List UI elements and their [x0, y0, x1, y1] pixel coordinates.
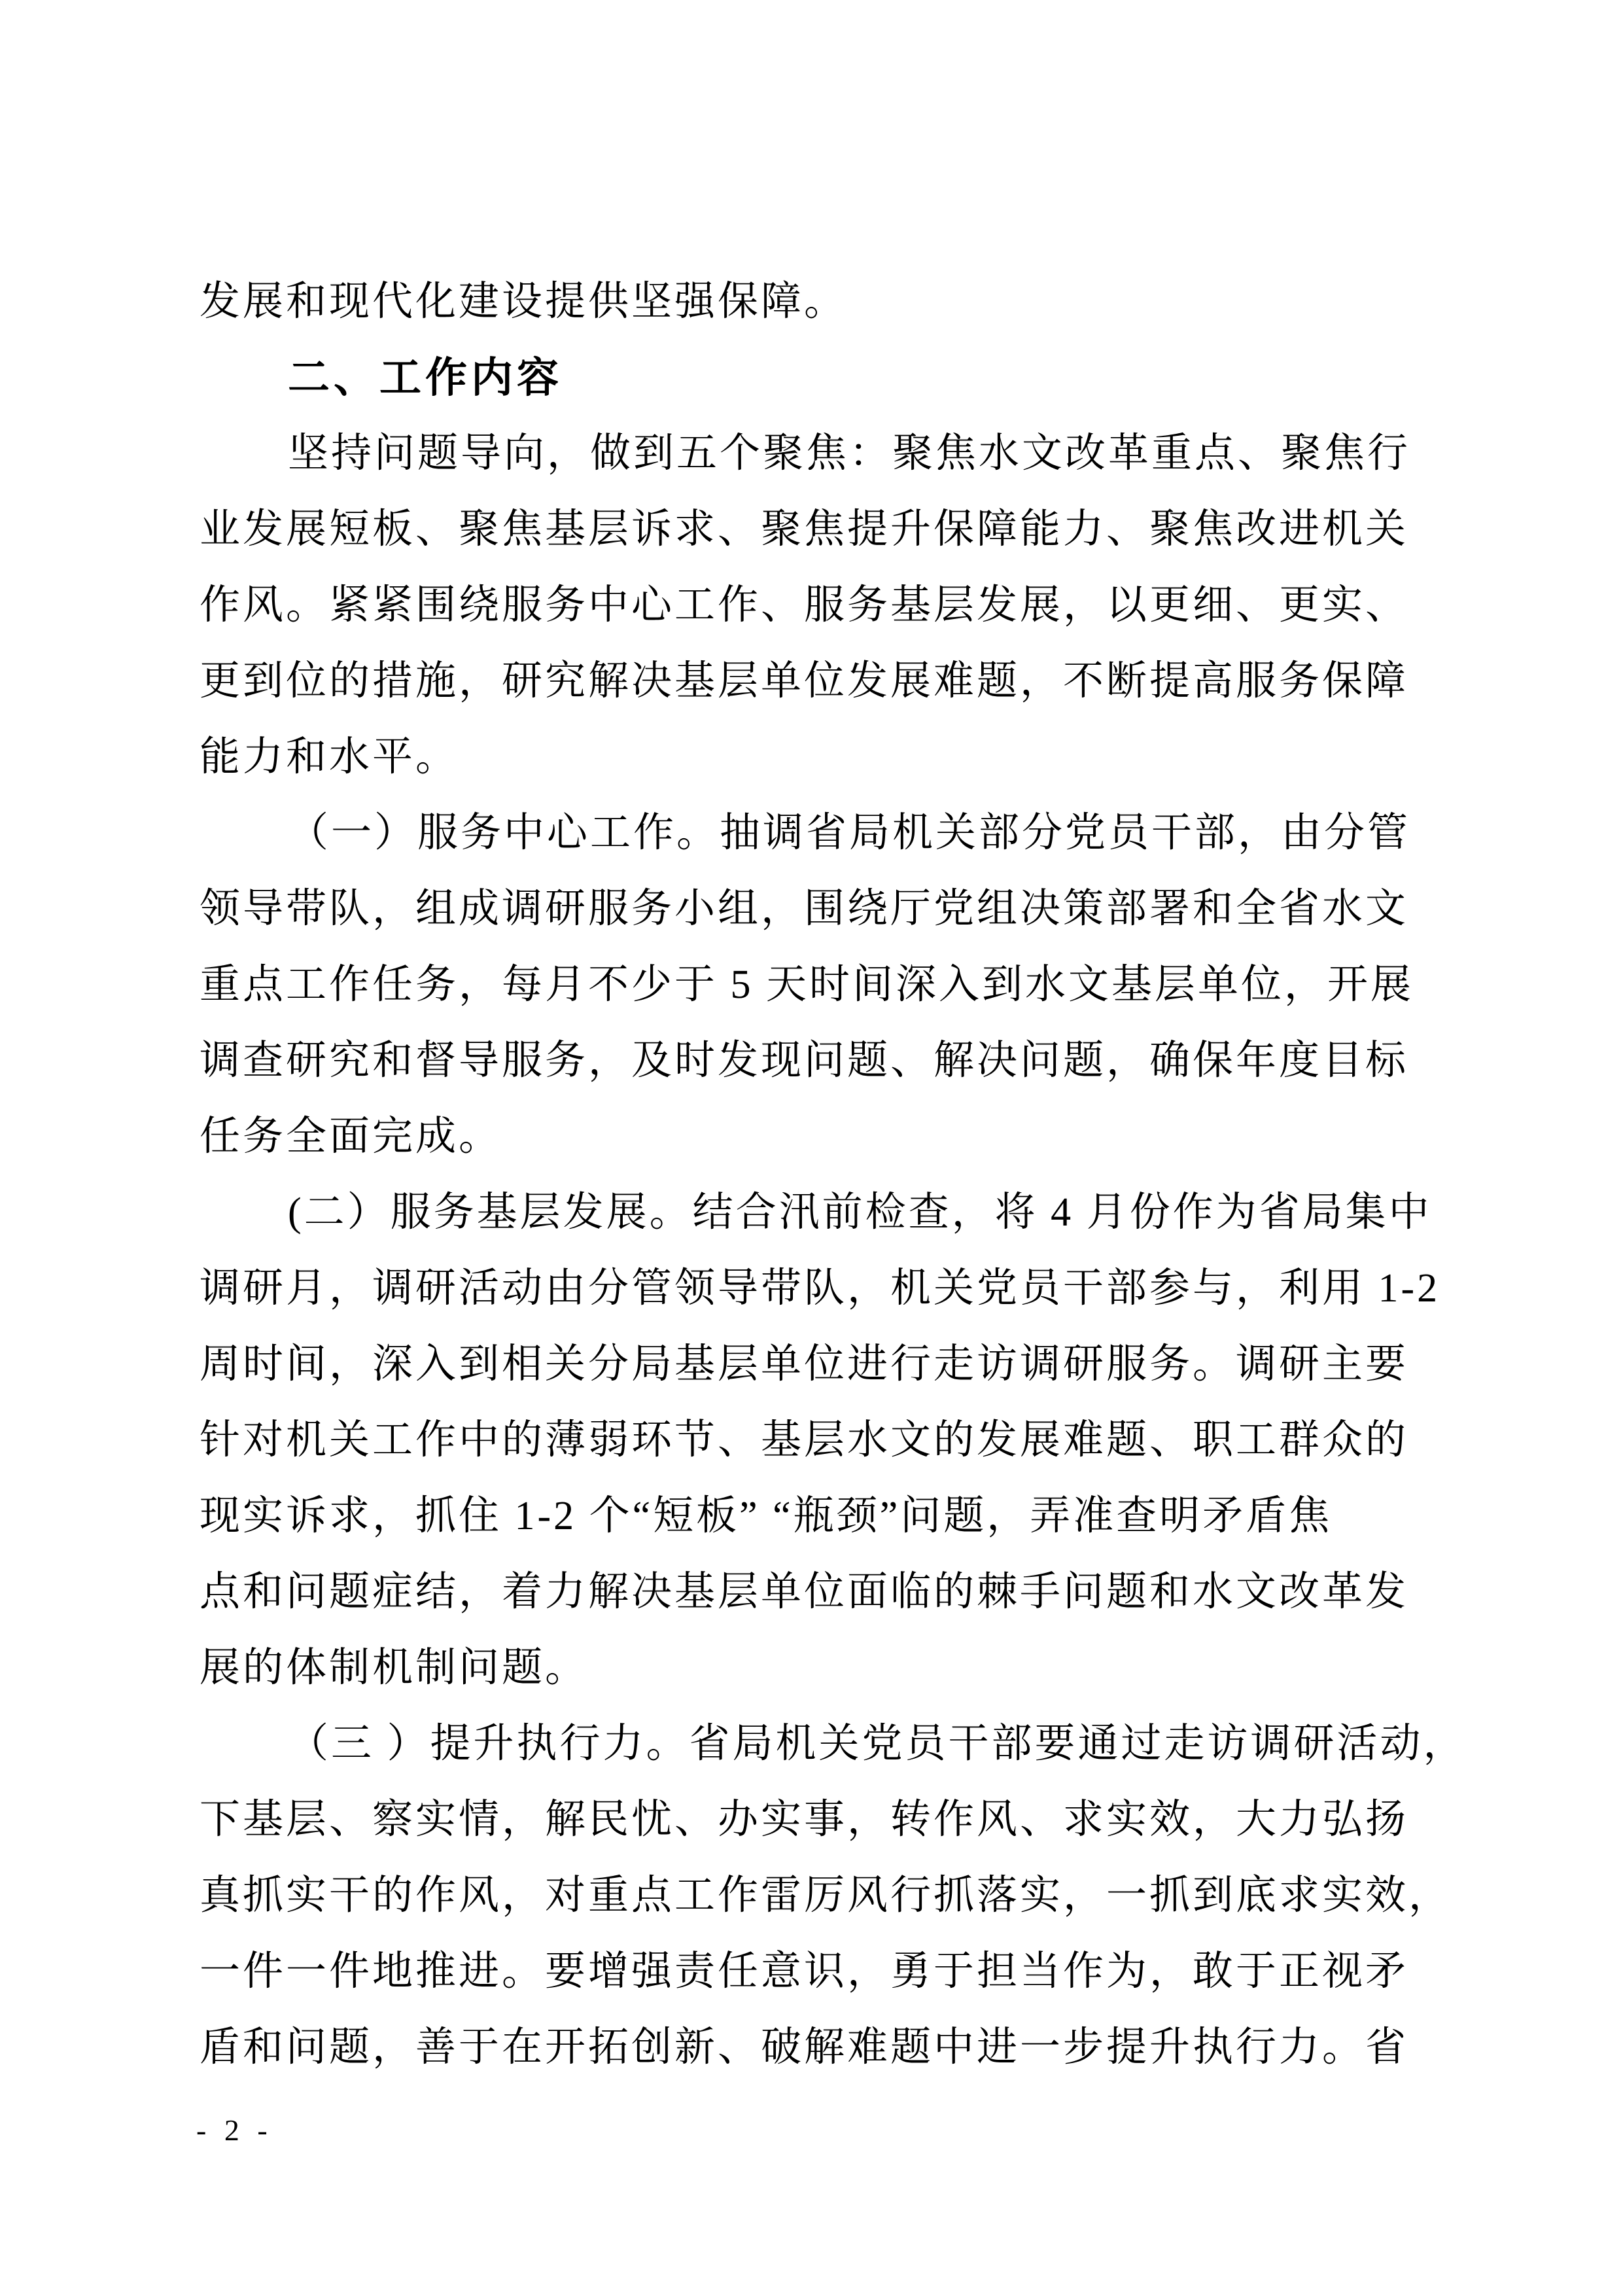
text-line: 调查研究和督导服务，及时发现问题、解决问题，确保年度目标: [200, 1038, 1409, 1083]
text-line: 周时间，深入到相关分局基层单位进行走访调研服务。调研主要: [200, 1342, 1409, 1386]
text-line: 调研月，调研活动由分管领导带队，机关党员干部参与，利用 1-2: [200, 1266, 1440, 1311]
page-number: - 2 -: [196, 2113, 273, 2147]
text-line: 盾和问题，善于在开拓创新、破解难题中进一步提升执行力。省: [200, 2025, 1409, 2070]
text-line: 任务全面完成。: [200, 1114, 502, 1159]
text-line: 重点工作任务，每月不少于 5 天时间深入到水文基层单位，开展: [200, 963, 1414, 1007]
item-three-line: （三 ）提升执行力。省局机关党员干部要通过走访调研活动，: [288, 1722, 1467, 1766]
text-line: 展的体制机制问题。: [200, 1646, 589, 1690]
text-line: 作风。紧紧围绕服务中心工作、服务基层发展，以更细、更实、: [200, 583, 1409, 627]
text-line: 下基层、察实情，解民忧、办实事，转作风、求实效，大力弘扬: [200, 1797, 1409, 1842]
text-line: 针对机关工作中的薄弱环节、基层水文的发展难题、职工群众的: [200, 1418, 1409, 1462]
text-line: 更到位的措施，研究解决基层单位发展难题，不断提高服务保障: [200, 659, 1409, 703]
item-one-line: （一）服务中心工作。抽调省局机关部分党员干部，由分管: [288, 811, 1411, 855]
text-line: 一件一件地推进。要增强责任意识，勇于担当作为，敢于正视矛: [200, 1949, 1409, 1994]
section-heading: 二、工作内容: [288, 354, 563, 401]
text-line: 能力和水平。: [200, 735, 459, 779]
text-line: 真抓实干的作风，对重点工作雷厉风行抓落实，一抓到底求实效，: [200, 1873, 1452, 1918]
text-line: 领导带队，组成调研服务小组，围绕厅党组决策部署和全省水文: [200, 887, 1409, 931]
text-line: 现实诉求，抓住 1-2 个“短板” “瓶颈”问题，弄准查明矛盾焦: [200, 1494, 1333, 1538]
text-line: 点和问题症结，着力解决基层单位面临的棘手问题和水文改革发: [200, 1570, 1409, 1614]
text-line: 业发展短板、聚焦基层诉求、聚焦提升保障能力、聚焦改进机关: [200, 507, 1409, 552]
document-text-block: [200, 264, 1467, 2085]
text-line: 坚持问题导向，做到五个聚焦：聚焦水文改革重点、聚焦行: [288, 431, 1411, 476]
item-two-line: (二）服务基层发展。结合汛前检查，将 4 月份作为省局集中: [288, 1190, 1432, 1235]
text-line: 发展和现代化建设提供坚强保障。: [200, 279, 848, 324]
